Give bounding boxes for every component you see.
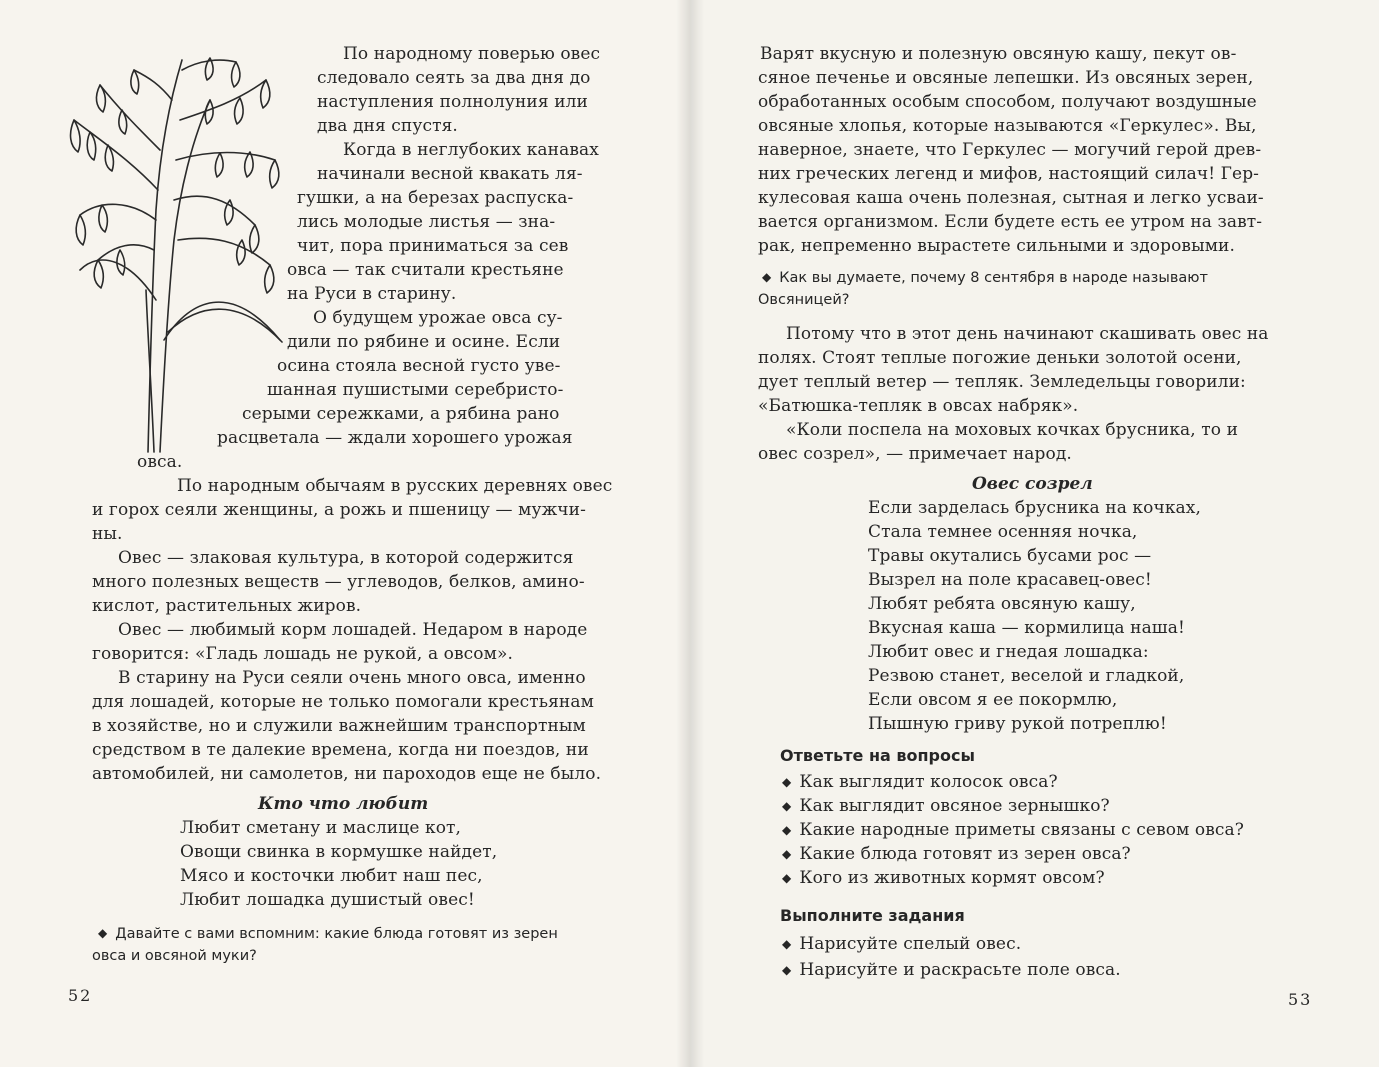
diamond-bullet-icon: ◆ [782,963,792,977]
question-continuation: овса и овсяной муки? [92,948,257,964]
list-item [782,794,1110,819]
text-line: серыми сережками, а рябина рано [242,404,560,424]
text-line: говорится: «Гладь лошадь не рукой, а овсом». [92,644,513,664]
list-item [782,770,1058,795]
text-line: «Коли поспела на моховых кочках брусника, то и [786,420,1239,440]
text-line: Варят вкусную и полезную овсяную кашу, пекут ов- [760,44,1237,64]
text-line: овса — так считали крестьяне [287,260,564,280]
page-number: 53 [1288,990,1313,1009]
page-53 [690,0,1379,1067]
poem-line: Овощи свинка в кормушке найдет, [180,842,498,862]
poem-line: Если зарделась брусника на кочках, [868,498,1201,518]
diamond-bullet-icon: ◆ [782,799,792,813]
text-line: полях. Стоят теплые погожие деньки золотой осени, [758,348,1242,368]
list-item-text: Какие народные приметы связаны с севом овса? [799,820,1245,840]
text-line: автомобилей, ни самолетов, ни пароходов еще не было. [92,764,602,784]
book-gutter [676,0,704,1067]
poem-title: Овес созрел [972,474,1093,494]
text-line: два дня спустя. [317,116,458,136]
text-line: них греческих легенд и мифов, настоящий силач! Гер- [758,164,1260,184]
text-line: овес созрел», — примечает народ. [758,444,1072,464]
text-line: кислот, растительных жиров. [92,596,362,616]
diamond-bullet-icon: ◆ [782,775,792,789]
text-line: В старину на Руси сеяли очень много овса, именно [118,668,586,688]
text-line: овса. [137,452,183,472]
question-continuation: Овсяницей? [758,292,850,308]
diamond-bullet-icon: ◆ [762,270,772,284]
list-item [782,932,1021,957]
list-item-text: Кого из животных кормят овсом? [799,868,1105,888]
text-line: лись молодые листья — зна- [297,212,556,232]
poem-line: Любит овес и гнедая лошадка: [868,642,1149,662]
text-line: начинали весной квакать ля- [317,164,583,184]
text-line: осина стояла весной густо уве- [277,356,561,376]
text-line: ны. [92,524,123,544]
text-line: наверное, знаете, что Геркулес — могучий герой древ- [758,140,1262,160]
text-line: наступления полнолуния или [317,92,588,112]
diamond-bullet-icon: ◆ [782,871,792,885]
poem-line: Мясо и косточки любит наш пес, [180,866,483,886]
text-line: вается организмом. Если будете есть ее утром на завт- [758,212,1263,232]
text-line: овсяные хлопья, которые называются «Геркулес». Вы, [758,116,1257,136]
page-number: 52 [68,986,93,1005]
diamond-bullet-icon: ◆ [782,823,792,837]
text-line: дили по рябине и осине. Если [287,332,561,352]
poem-line: Вкусная каша — кормилица наша! [868,618,1185,638]
list-item-text: Как выглядит колосок овса? [799,772,1058,792]
list-item-text: Как выглядит овсяное зернышко? [799,796,1110,816]
poem-line: Резвою станет, веселой и гладкой, [868,666,1185,686]
question-text: Как вы думаете, почему 8 сентября в народе называют [779,270,1208,286]
text-line: шанная пушистыми серебристо- [267,380,564,400]
text-line: на Руси в старину. [287,284,457,304]
text-line: Когда в неглубоких канавах [343,140,599,160]
tasks-heading: Выполните задания [780,906,965,925]
text-line: много полезных веществ — углеводов, белков, амино- [92,572,585,592]
list-item [782,842,1131,867]
text-line: гушки, а на березах распуска- [297,188,574,208]
text-line: Овес — любимый корм лошадей. Недаром в народе [118,620,588,640]
list-item-text: Нарисуйте спелый овес. [799,934,1022,954]
question [98,922,558,946]
poem-line: Пышную гриву рукой потреплю! [868,714,1167,734]
text-line: По народным обычаям в русских деревнях овес [177,476,613,496]
diamond-bullet-icon: ◆ [782,847,792,861]
text-line: сяное печенье и овсяные лепешки. Из овсяных зерен, [758,68,1254,88]
text-line: «Батюшка-тепляк в овсах набряк». [758,396,1079,416]
text-line: и горох сеяли женщины, а рожь и пшеницу — мужчи- [92,500,586,520]
list-item [782,866,1105,891]
text-line: кулесовая каша очень полезная, сытная и легко усваи- [758,188,1264,208]
text-line: Потому что в этот день начинают скашивать овес на [786,324,1269,344]
poem-line: Любит сметану и маслице кот, [180,818,462,838]
poem-line: Стала темнее осенняя ночка, [868,522,1138,542]
poem-line: Если овсом я ее покормлю, [868,690,1118,710]
text-line: обработанных особым способом, получают воздушные [758,92,1257,112]
poem-line: Любит лошадка душистый овес! [180,890,475,910]
list-item [782,958,1121,983]
poem-line: Любят ребята овсяную кашу, [868,594,1136,614]
text-line: для лошадей, которые не только помогали крестьянам [92,692,594,712]
oat-plant-illustration [60,40,300,460]
poem-line: Вызрел на поле красавец-овес! [868,570,1152,590]
diamond-bullet-icon: ◆ [98,926,108,940]
questions-heading: Ответьте на вопросы [780,746,975,765]
text-line: По народному поверью овес [343,44,601,64]
question [762,266,1208,290]
text-line: чит, пора приниматься за сев [297,236,569,256]
text-line: рак, непременно вырастете сильными и здоровыми. [758,236,1235,256]
text-line: дует теплый ветер — тепляк. Земледельцы говорили: [758,372,1246,392]
text-line: расцветала — ждали хорошего урожая [217,428,573,448]
diamond-bullet-icon: ◆ [782,937,792,951]
text-line: Овес — злаковая культура, в которой содержится [118,548,574,568]
poem-title: Кто что любит [258,794,429,814]
text-line: в хозяйстве, но и служили важнейшим транспортным [92,716,586,736]
list-item-text: Какие блюда готовят из зерен овса? [799,844,1131,864]
list-item-text: Нарисуйте и раскрасьте поле овса. [799,960,1121,980]
text-line: средством в те далекие времена, когда ни поездов, ни [92,740,589,760]
text-line: следовало сеять за два дня до [317,68,591,88]
question-text: Давайте с вами вспомним: какие блюда готовят из зерен [115,926,558,942]
list-item [782,818,1244,843]
poem-line: Травы окутались бусами рос — [868,546,1152,566]
text-line: О будущем урожае овса су- [313,308,563,328]
